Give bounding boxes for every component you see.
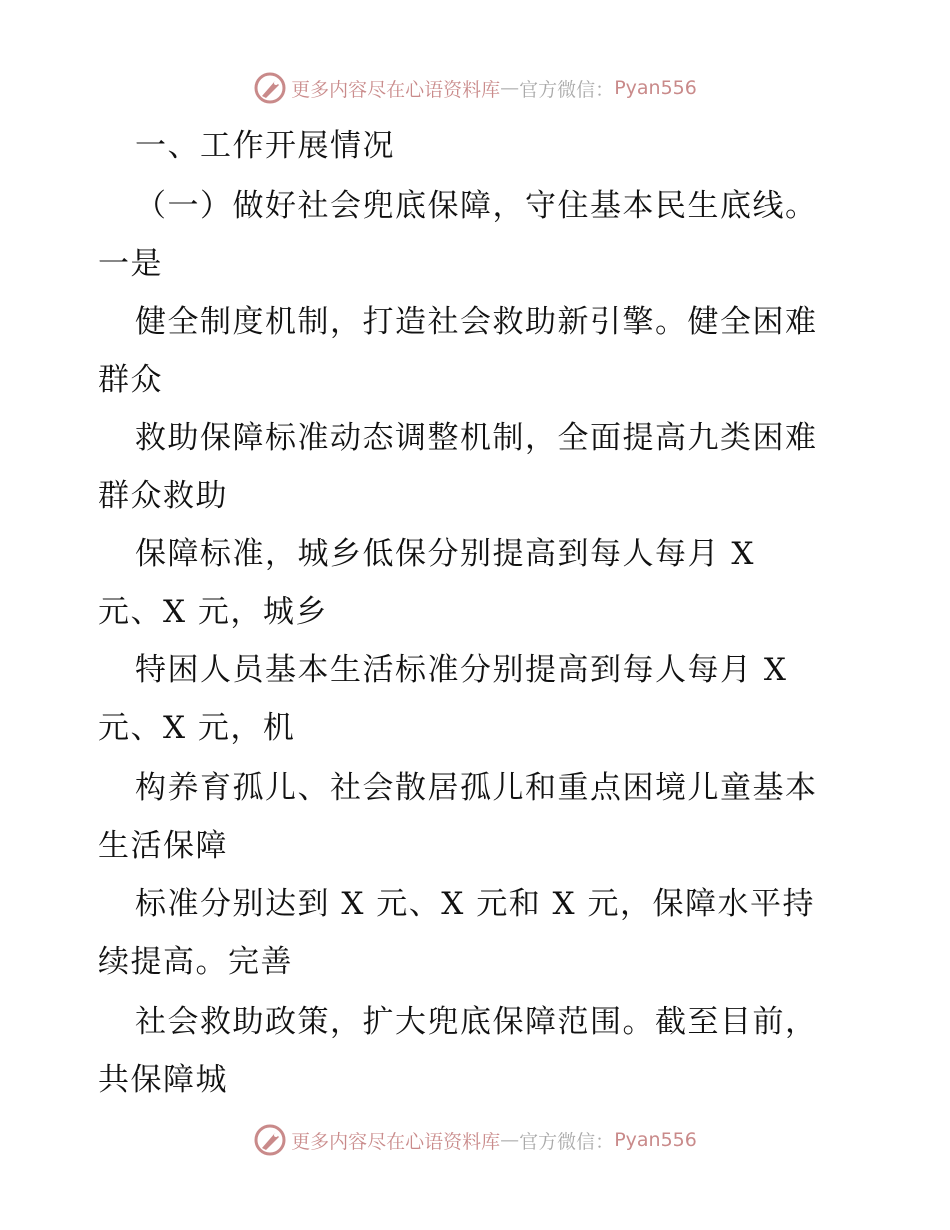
- watermark-separator: —: [500, 1129, 520, 1151]
- paragraph-line: 共保障城: [98, 1062, 228, 1098]
- pen-nib-logo-icon: [253, 1123, 287, 1157]
- paragraph-line: 特困人员基本生活标准分别提高到每人每月 X: [135, 652, 788, 688]
- watermark-wechat-id: Pyan556: [614, 1129, 697, 1151]
- paragraph-line: 救助保障标准动态调整机制，全面提高九类困难: [135, 420, 818, 456]
- watermark-wechat-label: 官方微信：: [519, 1130, 615, 1153]
- watermark-separator: —: [500, 77, 520, 99]
- subsection-heading: （一）做好社会兜底保障，守住基本民生底线。: [135, 188, 818, 224]
- paragraph-line: 社会救助政策，扩大兜底保障范围。截至目前，: [135, 1004, 818, 1040]
- watermark-wechat-label: 官方微信：: [519, 78, 615, 101]
- paragraph-line: 元、X 元，城乡: [98, 594, 328, 630]
- watermark-main-text: 更多内容尽在心语资料库: [291, 1130, 501, 1153]
- paragraph-line: 生活保障: [98, 828, 228, 864]
- paragraph-line: 续提高。完善: [98, 944, 293, 980]
- watermark-main-text: 更多内容尽在心语资料库: [291, 78, 501, 101]
- paragraph-line: 保障标准，城乡低保分别提高到每人每月 X: [135, 536, 755, 572]
- paragraph-line: 一是: [98, 246, 163, 282]
- watermark-wechat-id: Pyan556: [614, 77, 697, 99]
- paragraph-line: 元、X 元，机: [98, 710, 296, 746]
- paragraph-line: 构养育孤儿、社会散居孤儿和重点困境儿童基本: [135, 770, 818, 806]
- paragraph-line: 群众: [98, 362, 163, 398]
- paragraph-line: 标准分别达到 X 元、X 元和 X 元，保障水平持: [135, 886, 815, 922]
- paragraph-line: 健全制度机制，打造社会救助新引擎。健全困难: [135, 304, 818, 340]
- section-heading: 一、工作开展情况: [135, 128, 395, 164]
- footer-watermark: [0, 1120, 950, 1160]
- paragraph-line: 群众救助: [98, 478, 228, 514]
